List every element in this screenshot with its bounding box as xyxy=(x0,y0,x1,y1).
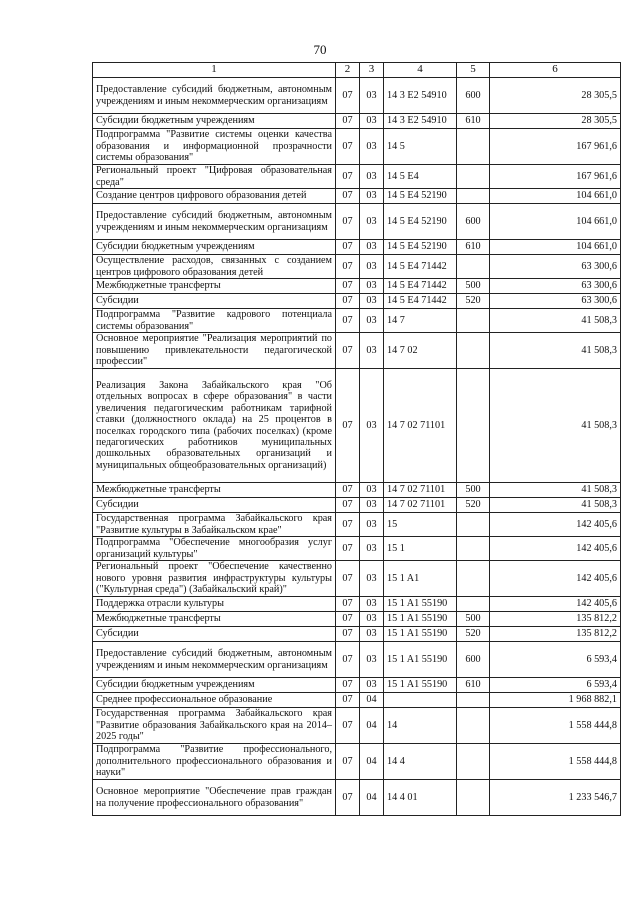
table-row xyxy=(93,279,621,294)
row-expense-type xyxy=(457,333,490,369)
table-row xyxy=(93,708,621,744)
row-name: Региональный проект "Обеспечение качественно нового уровня развития инфраструктуры культуры ("Культурная среда") (Забайкальский край)" xyxy=(93,561,336,597)
row-name: Предоставление субсидий бюджетным, автономным учреждениям и иным некоммерческим организациям xyxy=(93,642,336,678)
row-amount: 142 405,6 xyxy=(490,537,621,561)
row-target-code: 14 7 02 xyxy=(384,333,457,369)
row-amount: 41 508,3 xyxy=(490,483,621,498)
row-amount: 104 661,0 xyxy=(490,240,621,255)
row-target-code: 15 1 A1 55190 xyxy=(384,627,457,642)
row-expense-type: 610 xyxy=(457,114,490,129)
row-amount: 142 405,6 xyxy=(490,561,621,597)
table-row xyxy=(93,369,621,483)
row-expense-type: 600 xyxy=(457,204,490,240)
row-expense-type: 600 xyxy=(457,78,490,114)
row-name: Государственная программа Забайкальского края "Развитие образования Забайкальского края на 2014–2025 годы" xyxy=(93,708,336,744)
row-target-code: 14 7 xyxy=(384,309,457,333)
row-subsection: 03 xyxy=(360,483,384,498)
row-section: 07 xyxy=(336,279,360,294)
row-amount: 1 968 882,1 xyxy=(490,693,621,708)
row-subsection: 03 xyxy=(360,678,384,693)
row-target-code: 14 7 02 71101 xyxy=(384,483,457,498)
row-name: Среднее профессиональное образование xyxy=(93,693,336,708)
table-row xyxy=(93,537,621,561)
row-section: 07 xyxy=(336,294,360,309)
row-name: Подпрограмма "Развитие профессионального, дополнительного профессионального образования и науки" xyxy=(93,744,336,780)
header-col-section: 2 xyxy=(336,63,360,78)
table-row xyxy=(93,483,621,498)
row-expense-type: 500 xyxy=(457,483,490,498)
row-section: 07 xyxy=(336,165,360,189)
row-expense-type: 500 xyxy=(457,279,490,294)
row-target-code: 14 5 xyxy=(384,129,457,165)
row-name: Предоставление субсидий бюджетным, автономным учреждениям и иным некоммерческим организациям xyxy=(93,78,336,114)
row-subsection: 03 xyxy=(360,498,384,513)
row-target-code: 14 4 xyxy=(384,744,457,780)
row-amount: 167 961,6 xyxy=(490,129,621,165)
table-row xyxy=(93,678,621,693)
row-subsection: 04 xyxy=(360,744,384,780)
row-expense-type xyxy=(457,189,490,204)
row-target-code: 15 xyxy=(384,513,457,537)
row-expense-type: 500 xyxy=(457,612,490,627)
row-amount: 28 305,5 xyxy=(490,114,621,129)
header-col-amount: 6 xyxy=(490,63,621,78)
row-name: Поддержка отрасли культуры xyxy=(93,597,336,612)
row-amount: 41 508,3 xyxy=(490,498,621,513)
table-row xyxy=(93,189,621,204)
row-amount: 63 300,6 xyxy=(490,279,621,294)
row-section: 07 xyxy=(336,561,360,597)
table-row xyxy=(93,333,621,369)
row-expense-type xyxy=(457,129,490,165)
row-name: Подпрограмма "Обеспечение многообразия услуг организаций культуры" xyxy=(93,537,336,561)
row-section: 07 xyxy=(336,333,360,369)
row-target-code: 15 1 A1 xyxy=(384,561,457,597)
row-section: 07 xyxy=(336,513,360,537)
table-row xyxy=(93,204,621,240)
row-amount: 104 661,0 xyxy=(490,189,621,204)
row-expense-type xyxy=(457,255,490,279)
row-section: 07 xyxy=(336,537,360,561)
row-subsection: 03 xyxy=(360,627,384,642)
row-target-code: 14 7 02 71101 xyxy=(384,498,457,513)
row-subsection: 03 xyxy=(360,189,384,204)
row-target-code: 14 4 01 xyxy=(384,780,457,816)
row-subsection: 04 xyxy=(360,780,384,816)
header-col-name: 1 xyxy=(93,63,336,78)
row-amount: 63 300,6 xyxy=(490,255,621,279)
table-row xyxy=(93,780,621,816)
row-section: 07 xyxy=(336,498,360,513)
row-section: 07 xyxy=(336,642,360,678)
row-amount: 41 508,3 xyxy=(490,309,621,333)
row-target-code: 14 5 E4 71442 xyxy=(384,255,457,279)
row-name: Региональный проект "Цифровая образовательная среда" xyxy=(93,165,336,189)
row-amount: 6 593,4 xyxy=(490,642,621,678)
row-target-code: 15 1 A1 55190 xyxy=(384,597,457,612)
row-amount: 28 305,5 xyxy=(490,78,621,114)
row-name: Основное мероприятие "Обеспечение прав граждан на получение профессионального образования" xyxy=(93,780,336,816)
row-section: 07 xyxy=(336,255,360,279)
row-expense-type xyxy=(457,309,490,333)
row-target-code: 14 5 E4 71442 xyxy=(384,294,457,309)
row-expense-type xyxy=(457,369,490,483)
row-name: Создание центров цифрового образования детей xyxy=(93,189,336,204)
row-section: 07 xyxy=(336,78,360,114)
table-row xyxy=(93,597,621,612)
table-row xyxy=(93,561,621,597)
row-section: 07 xyxy=(336,114,360,129)
row-target-code xyxy=(384,693,457,708)
table-row xyxy=(93,165,621,189)
table-row xyxy=(93,78,621,114)
table-row xyxy=(93,627,621,642)
row-expense-type: 520 xyxy=(457,294,490,309)
row-subsection: 03 xyxy=(360,129,384,165)
row-expense-type xyxy=(457,693,490,708)
row-target-code: 14 5 E4 52190 xyxy=(384,189,457,204)
row-subsection: 03 xyxy=(360,165,384,189)
row-subsection: 03 xyxy=(360,204,384,240)
row-target-code: 14 5 E4 52190 xyxy=(384,204,457,240)
row-expense-type xyxy=(457,780,490,816)
row-subsection: 03 xyxy=(360,612,384,627)
row-name: Государственная программа Забайкальского края "Развитие культуры в Забайкальском крае" xyxy=(93,513,336,537)
table-row xyxy=(93,309,621,333)
row-subsection: 03 xyxy=(360,114,384,129)
row-subsection: 03 xyxy=(360,537,384,561)
table-row xyxy=(93,294,621,309)
row-section: 07 xyxy=(336,483,360,498)
row-amount: 41 508,3 xyxy=(490,369,621,483)
row-name: Подпрограмма "Развитие кадрового потенциала системы образования" xyxy=(93,309,336,333)
row-subsection: 03 xyxy=(360,369,384,483)
row-target-code: 14 3 E2 54910 xyxy=(384,78,457,114)
row-expense-type xyxy=(457,513,490,537)
table-row xyxy=(93,744,621,780)
row-name: Реализация Закона Забайкальского края "Об отдельных вопросах в сфере образования" в части увеличения педагогическим работникам тарифной ставки (должностного оклада) на 25 процентов в поселках городского типа (рабочих поселках) (кроме педагогических работников муниципальных дошкольных образовательных организаций и муниципальных общеобразовательных организаций) xyxy=(93,369,336,483)
row-expense-type: 610 xyxy=(457,678,490,693)
row-subsection: 03 xyxy=(360,642,384,678)
header-col-target-code: 4 xyxy=(384,63,457,78)
row-subsection: 03 xyxy=(360,309,384,333)
row-target-code: 14 3 E2 54910 xyxy=(384,114,457,129)
row-amount: 167 961,6 xyxy=(490,165,621,189)
row-section: 07 xyxy=(336,678,360,693)
row-name: Предоставление субсидий бюджетным, автономным учреждениям и иным некоммерческим организациям xyxy=(93,204,336,240)
row-amount: 135 812,2 xyxy=(490,627,621,642)
row-name: Субсидии бюджетным учреждениям xyxy=(93,114,336,129)
table-row xyxy=(93,642,621,678)
row-amount: 104 661,0 xyxy=(490,204,621,240)
row-section: 07 xyxy=(336,240,360,255)
row-section: 07 xyxy=(336,693,360,708)
budget-table xyxy=(92,62,621,816)
row-name: Субсидии бюджетным учреждениям xyxy=(93,678,336,693)
row-expense-type xyxy=(457,537,490,561)
row-subsection: 03 xyxy=(360,513,384,537)
table-row xyxy=(93,129,621,165)
page-number: 70 xyxy=(313,42,327,57)
row-subsection: 03 xyxy=(360,597,384,612)
row-section: 07 xyxy=(336,369,360,483)
table-header-row xyxy=(93,63,621,78)
row-subsection: 04 xyxy=(360,708,384,744)
row-amount: 142 405,6 xyxy=(490,597,621,612)
row-section: 07 xyxy=(336,744,360,780)
row-section: 07 xyxy=(336,708,360,744)
row-amount: 142 405,6 xyxy=(490,513,621,537)
row-name: Субсидии xyxy=(93,498,336,513)
row-section: 07 xyxy=(336,204,360,240)
row-section: 07 xyxy=(336,309,360,333)
row-amount: 1 558 444,8 xyxy=(490,708,621,744)
row-section: 07 xyxy=(336,597,360,612)
row-section: 07 xyxy=(336,189,360,204)
table-row xyxy=(93,498,621,513)
row-expense-type: 520 xyxy=(457,627,490,642)
row-target-code: 14 5 E4 52190 xyxy=(384,240,457,255)
row-subsection: 03 xyxy=(360,255,384,279)
row-expense-type xyxy=(457,165,490,189)
row-expense-type: 610 xyxy=(457,240,490,255)
row-target-code: 15 1 A1 55190 xyxy=(384,678,457,693)
row-name: Субсидии бюджетным учреждениям xyxy=(93,240,336,255)
row-section: 07 xyxy=(336,780,360,816)
table-row xyxy=(93,612,621,627)
row-name: Субсидии xyxy=(93,627,336,642)
row-amount: 1 558 444,8 xyxy=(490,744,621,780)
header-col-expense-type: 5 xyxy=(457,63,490,78)
row-target-code: 14 xyxy=(384,708,457,744)
row-target-code: 14 5 E4 71442 xyxy=(384,279,457,294)
row-amount: 135 812,2 xyxy=(490,612,621,627)
row-name: Основное мероприятие "Реализация мероприятий по повышению привлекательности педагогической профессии" xyxy=(93,333,336,369)
row-expense-type: 600 xyxy=(457,642,490,678)
row-subsection: 03 xyxy=(360,279,384,294)
row-subsection: 03 xyxy=(360,294,384,309)
row-expense-type xyxy=(457,708,490,744)
row-section: 07 xyxy=(336,129,360,165)
row-expense-type: 520 xyxy=(457,498,490,513)
table-row xyxy=(93,513,621,537)
row-name: Межбюджетные трансферты xyxy=(93,612,336,627)
row-name: Подпрограмма "Развитие системы оценки качества образования и информационной прозрачности системы образования" xyxy=(93,129,336,165)
row-amount: 6 593,4 xyxy=(490,678,621,693)
row-name: Субсидии xyxy=(93,294,336,309)
row-name: Межбюджетные трансферты xyxy=(93,483,336,498)
table-row xyxy=(93,693,621,708)
row-expense-type xyxy=(457,561,490,597)
row-target-code: 14 7 02 71101 xyxy=(384,369,457,483)
table-row xyxy=(93,114,621,129)
row-subsection: 03 xyxy=(360,78,384,114)
header-col-subsection: 3 xyxy=(360,63,384,78)
table-row xyxy=(93,255,621,279)
row-name: Межбюджетные трансферты xyxy=(93,279,336,294)
row-target-code: 15 1 xyxy=(384,537,457,561)
row-section: 07 xyxy=(336,612,360,627)
row-subsection: 03 xyxy=(360,561,384,597)
row-subsection: 04 xyxy=(360,693,384,708)
row-target-code: 15 1 A1 55190 xyxy=(384,642,457,678)
row-expense-type xyxy=(457,597,490,612)
row-subsection: 03 xyxy=(360,240,384,255)
row-amount: 63 300,6 xyxy=(490,294,621,309)
row-target-code: 15 1 A1 55190 xyxy=(384,612,457,627)
row-section: 07 xyxy=(336,627,360,642)
row-target-code: 14 5 E4 xyxy=(384,165,457,189)
table-row xyxy=(93,240,621,255)
row-amount: 41 508,3 xyxy=(490,333,621,369)
row-subsection: 03 xyxy=(360,333,384,369)
row-expense-type xyxy=(457,744,490,780)
row-name: Осуществление расходов, связанных с созданием центров цифрового образования детей xyxy=(93,255,336,279)
row-amount: 1 233 546,7 xyxy=(490,780,621,816)
